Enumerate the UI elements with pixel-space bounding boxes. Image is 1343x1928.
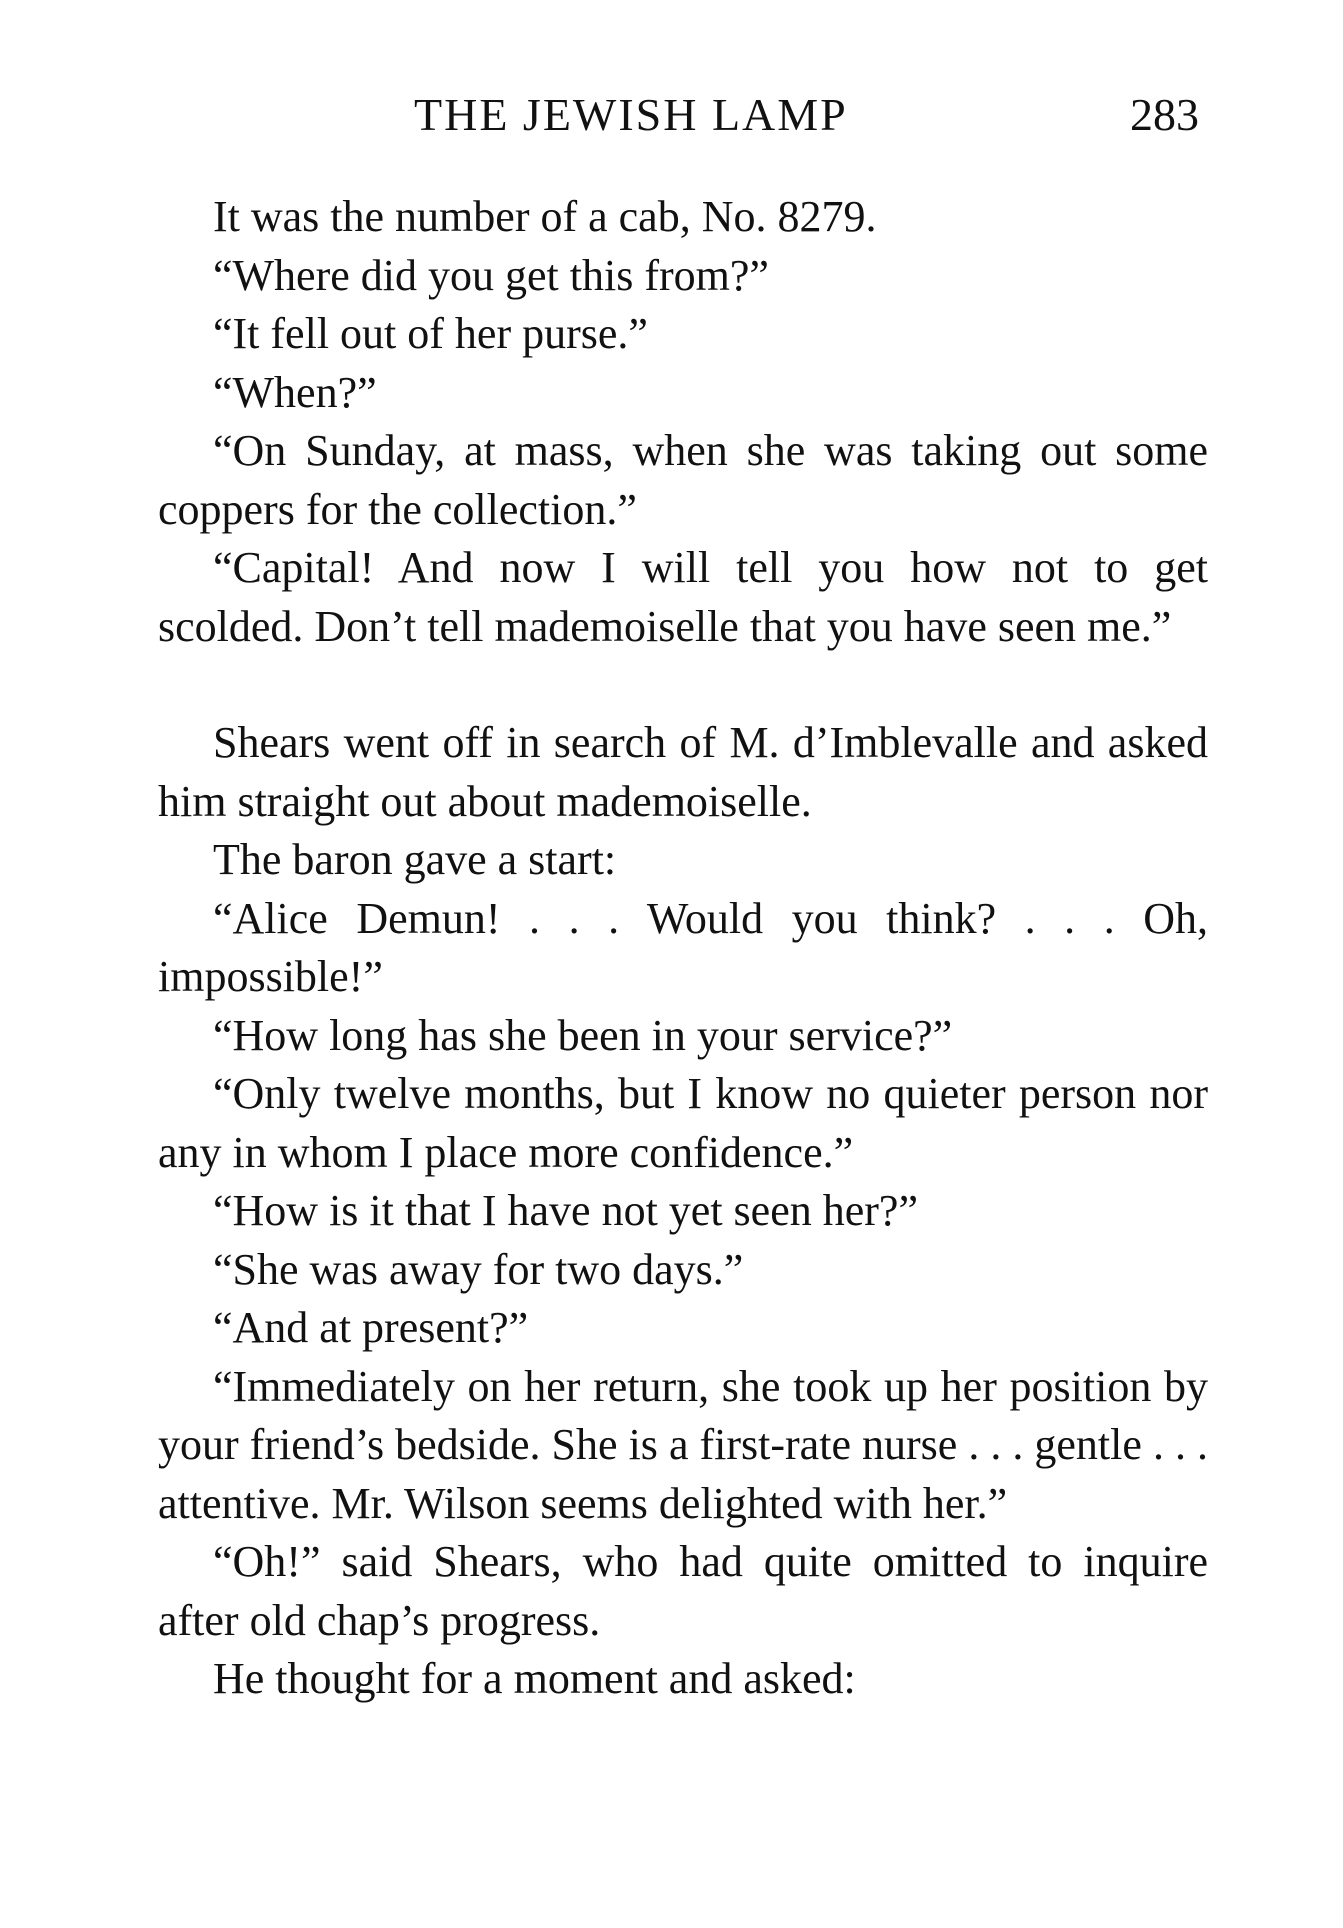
paragraph: It was the number of a cab, No. 8279.	[213, 192, 877, 241]
paragraph: “How is it that I have not yet seen her?”	[213, 1186, 918, 1235]
running-head	[0, 88, 1343, 148]
paragraph: “Alice Demun! . . . Would you think? . . . Oh, impossible!”	[158, 893, 1208, 1001]
paragraph: “On Sunday, at mass, when she was taking out some coppers for the collection.”	[158, 426, 1208, 534]
paragraph: “Capital! And now I will tell you how not to get scolded. Don’t tell mademoiselle that you have seen me.”	[158, 543, 1208, 651]
paragraph: “She was away for two days.”	[213, 1244, 744, 1294]
paragraph: The baron gave a start:	[213, 835, 617, 884]
section-break	[158, 656, 1208, 714]
paragraph: He thought for a moment and asked:	[213, 1654, 856, 1703]
paragraph: “How long has she been in your service?”	[213, 1010, 953, 1060]
paragraph: “Only twelve months, but I know no quieter person nor any in whom I place more confidence.”	[158, 1069, 1208, 1177]
paragraph: “Immediately on her return, she took up her position by your friend’s bedside. She is a first-rate nurse . . . gentle . . . attentive. Mr. Wilson seems delighted with her.”	[158, 1361, 1208, 1528]
paragraph: “And at present?”	[213, 1303, 529, 1352]
page-number: 283	[1130, 89, 1199, 140]
paragraph: “Where did you get this from?”	[213, 250, 769, 300]
paragraph: “When?”	[213, 367, 377, 417]
running-title: THE JEWISH LAMP	[414, 89, 848, 140]
paragraph: Shears went off in search of M. d’Imblevalle and asked him straight out about mademoiselle.	[158, 718, 1208, 826]
paragraph: “It fell out of her purse.”	[213, 309, 648, 358]
body-text	[158, 188, 1208, 1709]
paragraph: “Oh!” said Shears, who had quite omitted to inquire after old chap’s progress.	[158, 1537, 1208, 1645]
